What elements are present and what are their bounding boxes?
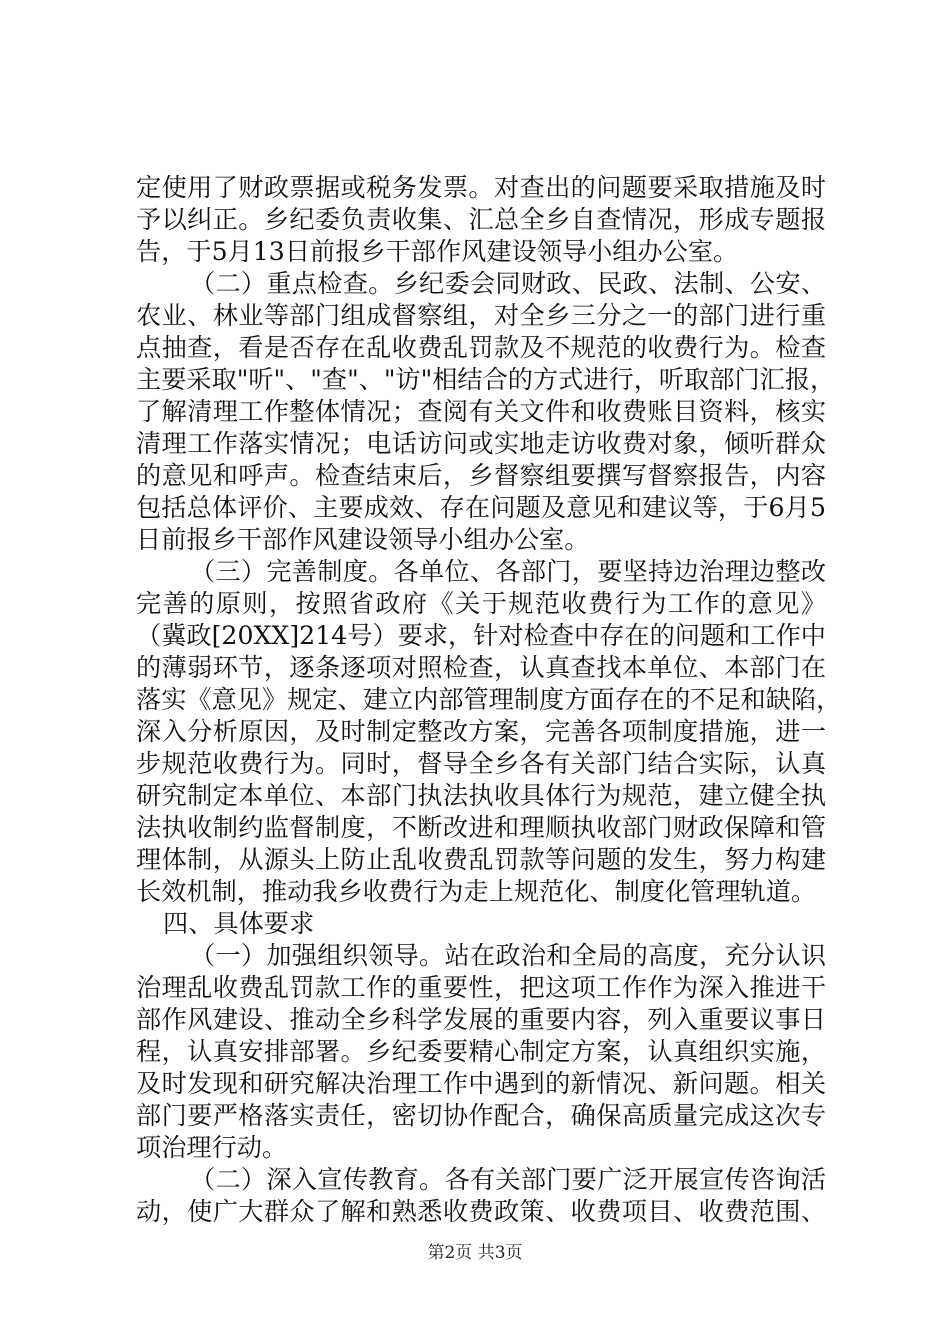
text-line: 点抽查，看是否存在乱收费乱罚款及不规范的收费行为。检查 (136, 333, 826, 362)
text-line: 农业、林业等部门组成督察组，对全乡三分之一的部门进行重 (136, 301, 826, 330)
text-line: 治理乱收费乱罚款工作的重要性，把这项工作作为深入推进干 (136, 973, 826, 1002)
text-line: 步规范收费行为。同时，督导全乡各有关部门结合实际，认真 (136, 749, 826, 778)
text-line: 完善的原则，按照省政府《关于规范收费行为工作的意见》 (136, 589, 826, 618)
text-line: 落实《意见》规定、建立内部管理制度方面存在的不足和缺陷， (136, 685, 842, 714)
page-footer: 第2页 共3页 (427, 1243, 523, 1263)
text-line: （二）重点检查。乡纪委会同财政、民政、法制、公安、 (190, 269, 826, 298)
text-line: 日前报乡干部作风建设领导小组办公室。 (136, 525, 590, 554)
text-line: （二）深入宣传教育。各有关部门要广泛开展宣传咨询活 (190, 1165, 826, 1194)
text-line: 深入分析原因，及时制定整改方案，完善各项制度措施，进一 (136, 717, 826, 746)
text-line: （冀政[20XX]214号）要求，针对检查中存在的问题和工作中 (136, 621, 826, 650)
text-line: 研究制定本单位、本部门执法执收具体行为规范，建立健全执 (136, 781, 826, 810)
section-heading: 四、具体要求 (163, 909, 315, 938)
text-line: 动，使广大群众了解和熟悉收费政策、收费项目、收费范围、 (136, 1197, 826, 1226)
text-line: 告，于5月13日前报乡干部作风建设领导小组办公室。 (136, 237, 739, 266)
text-line: 项治理行动。 (136, 1133, 288, 1162)
text-line: 理体制，从源头上防止乱收费乱罚款等问题的发生，努力构建 (136, 845, 826, 874)
text-line: 程，认真安排部署。乡纪委要精心制定方案，认真组织实施， (136, 1037, 826, 1066)
text-line: 部作风建设、推动全乡科学发展的重要内容，列入重要议事日 (136, 1005, 826, 1034)
text-line: 的薄弱环节，逐条逐项对照检查，认真查找本单位、本部门在 (136, 653, 826, 682)
text-line: 清理工作落实情况；电话访问或实地走访收费对象，倾听群众 (136, 429, 826, 458)
text-line: 包括总体评价、主要成效、存在问题及意见和建议等，于6月5 (136, 493, 826, 522)
text-line: 部门要严格落实责任，密切协作配合，确保高质量完成这次专 (136, 1101, 826, 1130)
text-line: 定使用了财政票据或税务发票。对查出的问题要采取措施及时 (136, 173, 826, 202)
text-line: 长效机制，推动我乡收费行为走上规范化、制度化管理轨道。 (136, 877, 817, 906)
text-line: 的意见和呼声。检查结束后，乡督察组要撰写督察报告，内容 (136, 461, 826, 490)
text-line: 法执收制约监督制度，不断改进和理顺执收部门财政保障和管 (136, 813, 826, 842)
text-line: （一）加强组织领导。站在政治和全局的高度，充分认识 (190, 941, 826, 970)
text-line: 予以纠正。乡纪委负责收集、汇总全乡自查情况，形成专题报 (136, 205, 826, 234)
text-line: （三）完善制度。各单位、各部门，要坚持边治理边整改 (190, 557, 826, 586)
text-line: 了解清理工作整体情况；查阅有关文件和收费账目资料，核实 (136, 397, 826, 426)
text-line: 主要采取"听"、"查"、"访"相结合的方式进行，听取部门汇报， (136, 365, 836, 394)
text-line: 及时发现和研究解决治理工作中遇到的新情况、新问题。相关 (136, 1069, 826, 1098)
document-body (136, 172, 842, 1228)
